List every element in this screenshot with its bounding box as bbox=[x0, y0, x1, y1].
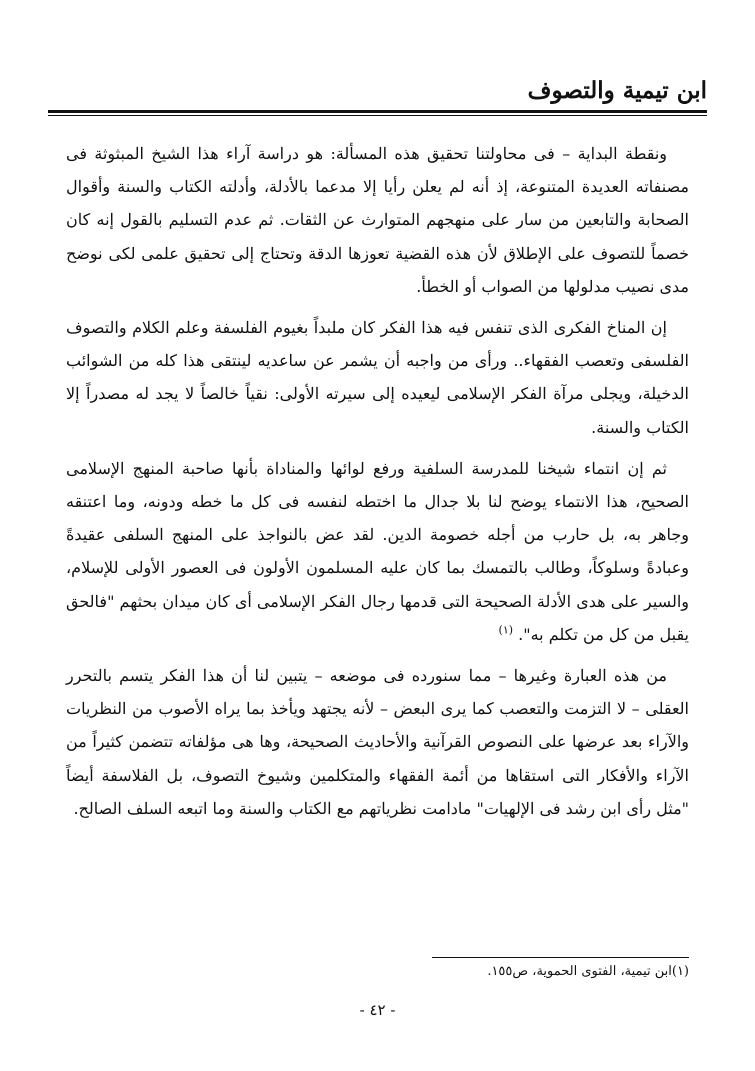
footnote-marker: (١) bbox=[498, 623, 514, 637]
paragraph-4: من هذه العبارة وغيرها – مما سنورده فى موضعه – يتبين لنا أن هذا الفكر يتسم بالتحرر العقلى – لا التزمت والتعصب كما يرى البعض – لأنه يجتهد ويأخذ بما يراه الأصوب من النظريات والآراء بعد عرضها على النصوص القرآنية والأحاديث الصحيحة، وها هى مؤلفاته تتضمن كثيراً من الآراء والأفكار التى استقاها من أئمة الفقهاء والمتكلمين وشيوخ التصوف، بل الفلاسفة أيضاً "مثل رأى ابن رشد فى الإلهيات" مادامت نظرياتهم مع الكتاب والسنة وما اتبعه السلف الصالح. bbox=[66, 666, 689, 818]
page-number: - ٤٢ - bbox=[359, 1001, 396, 1019]
paragraph-3 bbox=[66, 452, 689, 651]
header-title: ابن تيمية والتصوف bbox=[527, 77, 707, 104]
header-rule-thin bbox=[48, 115, 707, 116]
header-rule-thick bbox=[48, 110, 707, 113]
paragraph-3-text: ثم إن انتماء شيخنا للمدرسة السلفية ورفع لوائها والمناداة بأنها صاحبة المنهج الإسلامى الصحيح، هذا الانتماء يوضح لنا بلا جدال ما اختطه لنفسه فى كل ما خطه ودونه، وما اعتنقه وجاهر به، بل حارب من أجله خصومة الدين. لقد عض بالنواجذ على المنهج السلفى عقيدةً وعبادةً وسلوكاً، وطالب بالتمسك بما كان عليه المسلمون الأولون فى العصور الأولى للإسلام، والسير على هدى الأدلة الصحيحة التى قدمها رجال الفكر الإسلامى أى كان ميدان بحثهم "فالحق يقبل من كل من تكلم به". bbox=[66, 458, 689, 644]
paragraph-1: ونقطة البداية – فى محاولتنا تحقيق هذه المسألة: هو دراسة آراء هذا الشيخ المبثوثة فى مصنفاته العديدة المتنوعة، إذ أنه لم يعلن رأيا إلا مدعما بالأدلة، وأدلته الكتاب والسنة وأقوال الصحابة والتابعين من سار على منهجهم المتوارث عن الثقات. ثم عدم التسليم بالقول إنه كان خصماً للتصوف على الإطلاق لأن هذه القضية تعوزها الدقة وتحتاج إلى تحقيق علمى لكى نوضح مدى نصيب مدلولها من الصواب أو الخطأ. bbox=[66, 144, 689, 296]
footnote: (١)ابن تيمية، الفتوى الحموية، ص١٥٥. bbox=[487, 964, 689, 979]
paragraph-2: إن المناخ الفكرى الذى تنفس فيه هذا الفكر كان ملبداً بغيوم الفلسفة وعلم الكلام والتصوف الفلسفى وتعصب الفقهاء.. ورأى من واجبه أن يشمر عن ساعديه لينتقى هذا كله من الشوائب الدخيلة، ويجلى مرآة الفكر الإسلامى ليعيده إلى سيرته الأولى: نقياً خالصاً لا يجد له مصدراً إلا الكتاب والسنة. bbox=[66, 318, 689, 437]
footnote-separator bbox=[432, 957, 689, 958]
body-text bbox=[66, 137, 689, 825]
running-header bbox=[48, 76, 707, 110]
